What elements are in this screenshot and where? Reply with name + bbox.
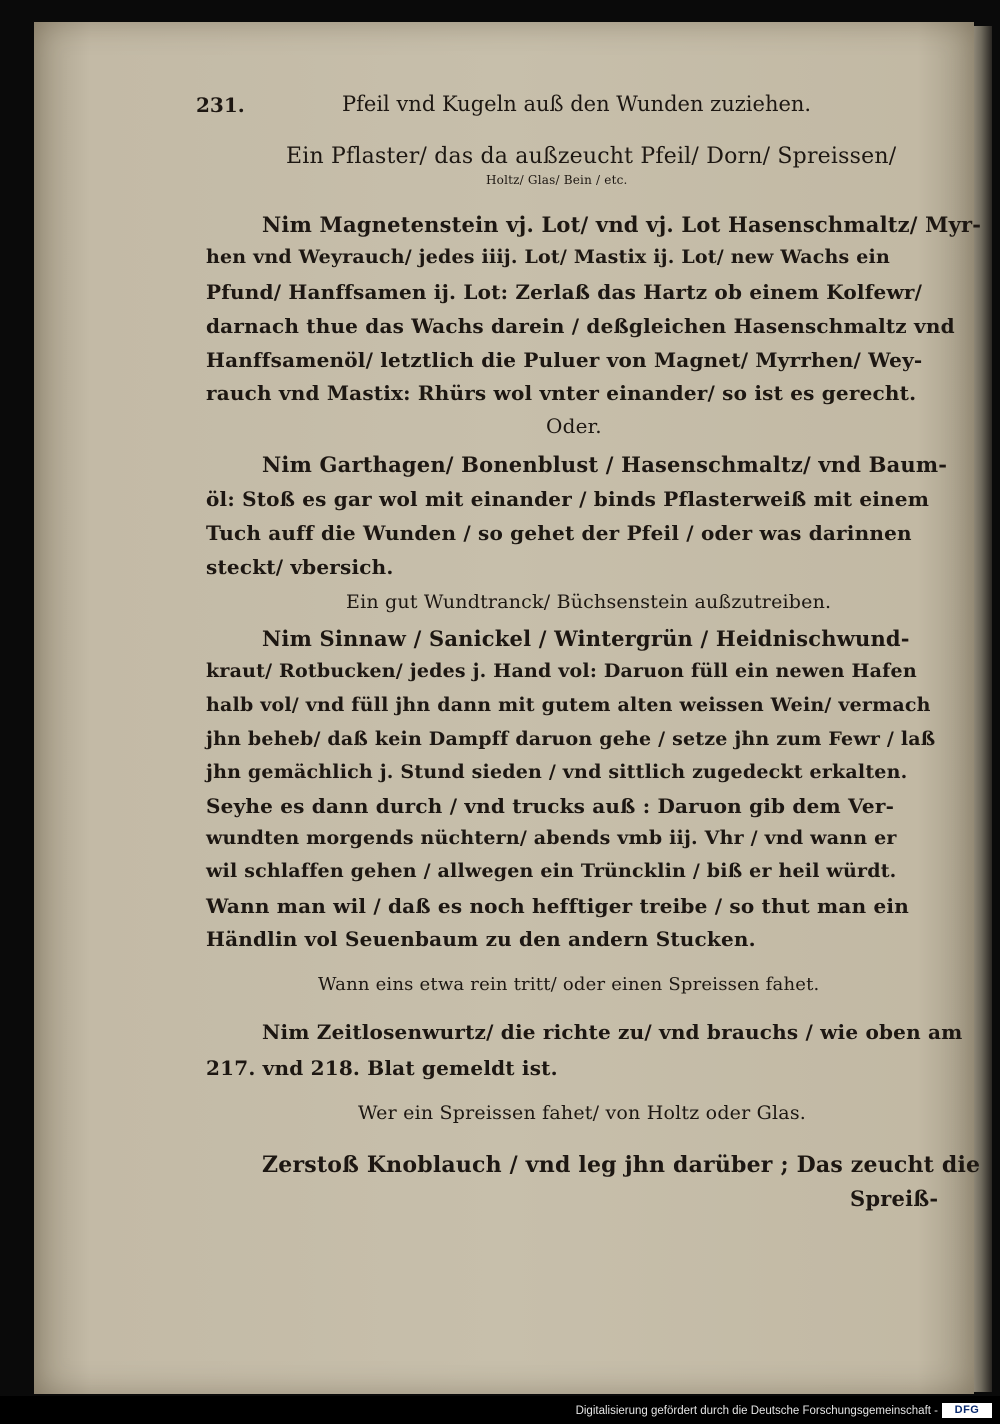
body-line: jhn gemächlich j. Stund sieden / vnd sittlich zugedeckt erkalten. <box>206 761 908 783</box>
body-line: Nim Garthagen/ Bonenblust / Hasenschmaltz/ vnd Baum- <box>262 452 948 477</box>
dfg-logo: DFG <box>942 1403 992 1418</box>
section-title: Oder. <box>546 414 602 438</box>
body-line: Hanffsamenöl/ letztlich die Puluer von Magnet/ Myrrhen/ Wey- <box>206 348 923 372</box>
body-line: öl: Stoß es gar wol mit einander / binds Pflasterweiß mit einem <box>206 487 930 511</box>
body-line: Wann man wil / daß es noch hefftiger treibe / so thut man ein <box>206 894 909 918</box>
body-line: Händlin vol Seuenbaum zu den andern Stucken. <box>206 927 756 951</box>
section-subtitle: Holtz/ Glas/ Bein / etc. <box>486 173 628 187</box>
footer-bar <box>0 1396 1000 1424</box>
page-number: 231. <box>196 93 245 117</box>
credit-text: Digitalisierung gefördert durch die Deutsche Forschungsgemeinschaft - <box>575 1405 938 1417</box>
body-line: jhn beheb/ daß kein Dampff daruon gehe / setze jhn zum Fewr / laß <box>206 728 936 750</box>
body-line: Tuch auff die Wunden / so gehet der Pfeil / oder was darinnen <box>206 521 912 545</box>
body-line: Nim Magnetenstein vj. Lot/ vnd vj. Lot Hasenschmaltz/ Myr- <box>262 212 982 237</box>
body-line: kraut/ Rotbucken/ jedes j. Hand vol: Daruon füll ein newen Hafen <box>206 660 917 682</box>
body-line: halb vol/ vnd füll jhn dann mit gutem alten weissen Wein/ vermach <box>206 694 931 716</box>
section-title: Ein Pflaster/ das da außzeucht Pfeil/ Dorn/ Spreissen/ <box>286 144 897 169</box>
body-line: wil schlaffen gehen / allwegen ein Trüncklin / biß er heil würdt. <box>206 860 897 882</box>
section-title: Wann eins etwa rein tritt/ oder einen Spreissen fahet. <box>318 974 820 995</box>
body-line: Seyhe es dann durch / vnd trucks auß : Daruon gib dem Ver- <box>206 794 895 818</box>
section-title: Wer ein Spreissen fahet/ von Holtz oder Glas. <box>358 1102 807 1124</box>
body-line: Nim Sinnaw / Sanickel / Wintergrün / Heidnischwund- <box>262 626 910 651</box>
body-line: steckt/ vbersich. <box>206 555 394 579</box>
body-line: Nim Zeitlosenwurtz/ die richte zu/ vnd brauchs / wie oben am <box>262 1020 963 1044</box>
running-head: Pfeil vnd Kugeln auß den Wunden zuziehen. <box>342 92 812 116</box>
body-line: Zerstoß Knoblauch / vnd leg jhn darüber ; Das zeucht die <box>262 1152 981 1178</box>
body-line: rauch vnd Mastix: Rhürs wol vnter einander/ so ist es gerecht. <box>206 381 917 405</box>
body-line: hen vnd Weyrauch/ jedes iiij. Lot/ Mastix ij. Lot/ new Wachs ein <box>206 246 890 268</box>
body-line: darnach thue das Wachs darein / deßgleichen Hasenschmaltz vnd <box>206 314 955 338</box>
body-line: wundten morgends nüchtern/ abends vmb iij. Vhr / vnd wann er <box>206 827 897 849</box>
body-line: 217. vnd 218. Blat gemeldt ist. <box>206 1056 558 1080</box>
body-line: Pfund/ Hanffsamen ij. Lot: Zerlaß das Hartz ob einem Kolfewr/ <box>206 280 923 304</box>
catchword: Spreiß- <box>850 1186 939 1211</box>
section-title: Ein gut Wundtranck/ Büchsenstein außzutreiben. <box>346 591 832 613</box>
